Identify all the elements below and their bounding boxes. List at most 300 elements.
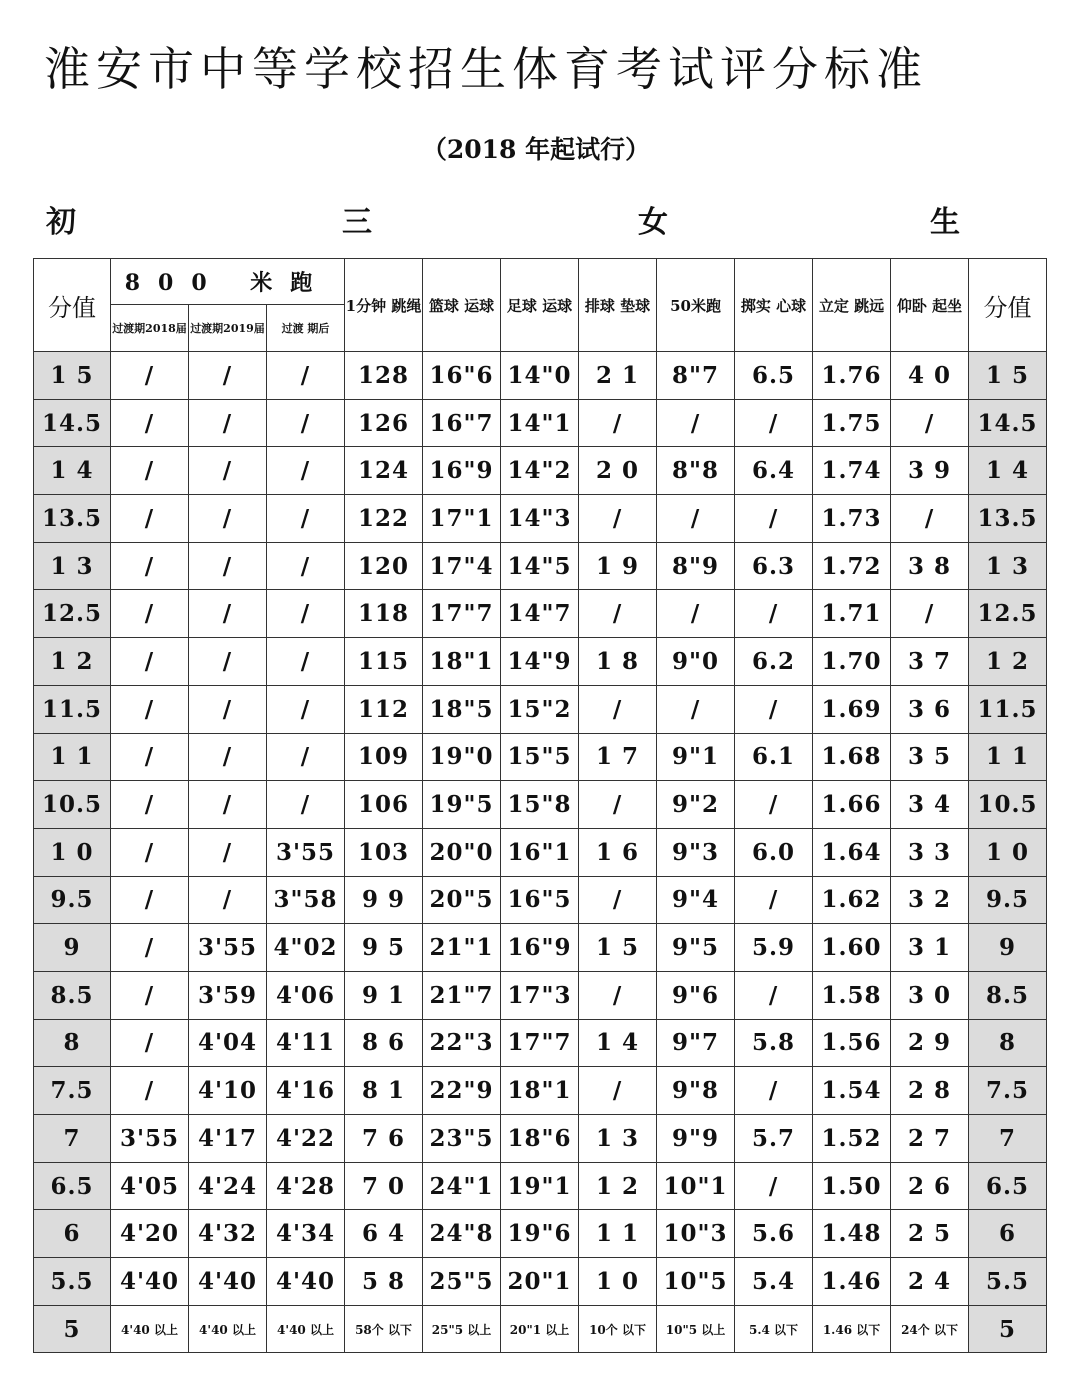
table-cell: / — [111, 1067, 189, 1115]
table-cell: / — [579, 781, 657, 829]
table-cell: / — [267, 590, 345, 638]
table-row — [34, 924, 1047, 972]
table-cell: 4'34 — [267, 1210, 345, 1258]
table-cell: 1.73 — [813, 495, 891, 543]
table-cell: / — [189, 685, 267, 733]
score-cell: 1 2 — [969, 638, 1047, 686]
table-row — [34, 1258, 1047, 1306]
table-cell: 8"7 — [657, 352, 735, 400]
table-cell: / — [657, 685, 735, 733]
table-cell: 10"5 以上 — [657, 1305, 735, 1353]
table-cell: / — [189, 495, 267, 543]
run800-sub-header: 过渡期2019届 — [189, 305, 267, 352]
table-cell: 1 9 — [579, 542, 657, 590]
score-cell: 1 1 — [34, 733, 111, 781]
table-cell: / — [111, 924, 189, 972]
table-cell: / — [111, 971, 189, 1019]
score-table — [33, 258, 1047, 1353]
table-cell: / — [111, 638, 189, 686]
table-cell: 1 5 — [579, 924, 657, 972]
table-cell: / — [735, 399, 813, 447]
table-cell: 1 7 — [579, 733, 657, 781]
group-char: 生 — [930, 205, 960, 240]
table-cell: / — [579, 876, 657, 924]
score-cell: 7 — [34, 1115, 111, 1163]
table-cell: / — [267, 638, 345, 686]
table-body — [34, 352, 1047, 1353]
table-cell: 4'40 以上 — [267, 1305, 345, 1353]
table-cell: 1.58 — [813, 971, 891, 1019]
group-char: 三 — [342, 205, 372, 240]
table-cell: 4'05 — [111, 1162, 189, 1210]
score-cell: 9.5 — [34, 876, 111, 924]
table-cell: 1.54 — [813, 1067, 891, 1115]
run800-header: 800 米跑 — [111, 259, 345, 305]
table-row — [34, 1210, 1047, 1258]
run800-sub-header: 过渡期2018届 — [111, 305, 189, 352]
table-cell: 5 8 — [345, 1258, 423, 1306]
table-cell: 9"2 — [657, 781, 735, 829]
table-cell: 19"1 — [501, 1162, 579, 1210]
table-cell: 25"5 — [423, 1258, 501, 1306]
table-cell: / — [111, 495, 189, 543]
table-cell: / — [735, 1067, 813, 1115]
score-cell: 1 4 — [34, 447, 111, 495]
table-cell: 6.1 — [735, 733, 813, 781]
table-cell: 18"5 — [423, 685, 501, 733]
table-cell: / — [735, 876, 813, 924]
table-cell: 115 — [345, 638, 423, 686]
table-cell: 20"0 — [423, 828, 501, 876]
table-cell: 16"6 — [423, 352, 501, 400]
score-cell: 1 3 — [969, 542, 1047, 590]
score-header-right: 分值 — [969, 259, 1047, 352]
table-cell: 3 6 — [891, 685, 969, 733]
table-cell: 1.50 — [813, 1162, 891, 1210]
table-cell: 16"9 — [501, 924, 579, 972]
table-row — [34, 876, 1047, 924]
table-cell: 4'32 — [189, 1210, 267, 1258]
table-cell: 1.46 以下 — [813, 1305, 891, 1353]
table-cell: 3'55 — [267, 828, 345, 876]
table-cell: 2 9 — [891, 1019, 969, 1067]
table-cell: 2 7 — [891, 1115, 969, 1163]
score-cell: 7 — [969, 1115, 1047, 1163]
score-cell: 7.5 — [34, 1067, 111, 1115]
page-title: 淮安市中等学校招生体育考试评分标准 — [44, 42, 928, 96]
table-cell: 5.7 — [735, 1115, 813, 1163]
table-cell: / — [891, 590, 969, 638]
group-char: 初 — [46, 205, 76, 240]
table-cell: / — [111, 685, 189, 733]
table-cell: 5.4 以下 — [735, 1305, 813, 1353]
table-cell: 1.70 — [813, 638, 891, 686]
table-cell: 24个 以下 — [891, 1305, 969, 1353]
table-cell: 109 — [345, 733, 423, 781]
table-cell: 3 3 — [891, 828, 969, 876]
table-cell: 6.4 — [735, 447, 813, 495]
table-cell: 9"1 — [657, 733, 735, 781]
table-cell: / — [735, 1162, 813, 1210]
score-cell: 8 — [969, 1019, 1047, 1067]
score-cell: 5.5 — [969, 1258, 1047, 1306]
table-cell: 122 — [345, 495, 423, 543]
table-cell: 9"7 — [657, 1019, 735, 1067]
table-cell: 6.3 — [735, 542, 813, 590]
table-cell: 1 8 — [579, 638, 657, 686]
table-cell: 2 6 — [891, 1162, 969, 1210]
table-cell: 3'55 — [189, 924, 267, 972]
table-cell: 9 1 — [345, 971, 423, 1019]
table-cell: 10个 以下 — [579, 1305, 657, 1353]
table-row — [34, 352, 1047, 400]
table-cell: / — [189, 876, 267, 924]
table-row — [34, 447, 1047, 495]
event-header-football: 足球 运球 — [501, 259, 579, 352]
table-cell: 18"1 — [423, 638, 501, 686]
table-row — [34, 495, 1047, 543]
table-cell: 21"7 — [423, 971, 501, 1019]
table-cell: 9"8 — [657, 1067, 735, 1115]
table-cell: 4'24 — [189, 1162, 267, 1210]
score-cell: 5.5 — [34, 1258, 111, 1306]
table-cell: 2 5 — [891, 1210, 969, 1258]
table-cell: 6.0 — [735, 828, 813, 876]
table-cell: 5.6 — [735, 1210, 813, 1258]
table-cell: 2 8 — [891, 1067, 969, 1115]
event-header-basketball: 篮球 运球 — [423, 259, 501, 352]
table-cell: 20"1 以上 — [501, 1305, 579, 1353]
event-header-situp: 仰卧 起坐 — [891, 259, 969, 352]
table-cell: / — [891, 495, 969, 543]
table-cell: 3 2 — [891, 876, 969, 924]
table-cell: 3 8 — [891, 542, 969, 590]
table-cell: 15"5 — [501, 733, 579, 781]
table-cell: 14"5 — [501, 542, 579, 590]
score-cell: 14.5 — [34, 399, 111, 447]
table-cell: / — [579, 685, 657, 733]
table-cell: 1.76 — [813, 352, 891, 400]
table-cell: 4'40 以上 — [189, 1305, 267, 1353]
score-cell: 6.5 — [34, 1162, 111, 1210]
table-cell: 17"4 — [423, 542, 501, 590]
table-row — [34, 638, 1047, 686]
table-cell: / — [111, 352, 189, 400]
table-row — [34, 1067, 1047, 1115]
table-cell: 6 4 — [345, 1210, 423, 1258]
table-cell: 14"3 — [501, 495, 579, 543]
table-cell: 9"5 — [657, 924, 735, 972]
table-cell: 103 — [345, 828, 423, 876]
table-cell: / — [579, 495, 657, 543]
table-cell: / — [267, 733, 345, 781]
table-cell: 1.64 — [813, 828, 891, 876]
table-cell: 14"1 — [501, 399, 579, 447]
table-cell: 25"5 以上 — [423, 1305, 501, 1353]
table-row — [34, 1162, 1047, 1210]
table-cell: / — [579, 590, 657, 638]
table-cell: 3'55 — [111, 1115, 189, 1163]
table-cell: 9"3 — [657, 828, 735, 876]
score-cell: 12.5 — [34, 590, 111, 638]
table-cell: 9"6 — [657, 971, 735, 1019]
score-cell: 10.5 — [34, 781, 111, 829]
score-cell: 7.5 — [969, 1067, 1047, 1115]
table-cell: 19"0 — [423, 733, 501, 781]
table-cell: 1 4 — [579, 1019, 657, 1067]
table-cell: 16"9 — [423, 447, 501, 495]
table-cell: / — [111, 828, 189, 876]
score-cell: 14.5 — [969, 399, 1047, 447]
table-cell: 124 — [345, 447, 423, 495]
table-row — [34, 685, 1047, 733]
table-cell: 17"1 — [423, 495, 501, 543]
table-cell: 1.72 — [813, 542, 891, 590]
table-row — [34, 971, 1047, 1019]
table-cell: 120 — [345, 542, 423, 590]
table-cell: 4'10 — [189, 1067, 267, 1115]
table-cell: / — [189, 638, 267, 686]
table-cell: 4'16 — [267, 1067, 345, 1115]
run800-sub-header: 过渡 期后 — [267, 305, 345, 352]
table-cell: / — [267, 495, 345, 543]
table-cell: 1.52 — [813, 1115, 891, 1163]
table-cell: 21"1 — [423, 924, 501, 972]
table-cell: / — [189, 828, 267, 876]
table-cell: 20"5 — [423, 876, 501, 924]
table-cell: 4'22 — [267, 1115, 345, 1163]
table-cell: / — [891, 399, 969, 447]
table-cell: / — [267, 447, 345, 495]
table-cell: 10"3 — [657, 1210, 735, 1258]
table-cell: 19"6 — [501, 1210, 579, 1258]
table-row — [34, 1115, 1047, 1163]
table-cell: 1.46 — [813, 1258, 891, 1306]
table-cell: / — [735, 590, 813, 638]
table-cell: 1.66 — [813, 781, 891, 829]
table-cell: / — [267, 352, 345, 400]
table-cell: 22"3 — [423, 1019, 501, 1067]
score-cell: 1 4 — [969, 447, 1047, 495]
event-header-rope: 1分钟 跳绳 — [345, 259, 423, 352]
table-cell: 1.69 — [813, 685, 891, 733]
table-cell: 16"7 — [423, 399, 501, 447]
table-cell: 3 0 — [891, 971, 969, 1019]
table-cell: 118 — [345, 590, 423, 638]
table-cell: 1 0 — [579, 1258, 657, 1306]
table-cell: / — [111, 733, 189, 781]
score-cell: 8.5 — [34, 971, 111, 1019]
table-cell: / — [111, 590, 189, 638]
table-cell: 8 6 — [345, 1019, 423, 1067]
table-cell: 10"1 — [657, 1162, 735, 1210]
table-cell: 24"1 — [423, 1162, 501, 1210]
table-cell: 2 4 — [891, 1258, 969, 1306]
table-cell: 10"5 — [657, 1258, 735, 1306]
score-cell: 9 — [969, 924, 1047, 972]
group-char: 女 — [638, 205, 668, 240]
table-cell: 1.74 — [813, 447, 891, 495]
score-cell: 10.5 — [969, 781, 1047, 829]
table-cell: 8 1 — [345, 1067, 423, 1115]
score-cell: 1 2 — [34, 638, 111, 686]
table-cell: / — [735, 781, 813, 829]
table-cell: 4'06 — [267, 971, 345, 1019]
table-cell: 3 9 — [891, 447, 969, 495]
table-cell: 3'59 — [189, 971, 267, 1019]
table-cell: 3 7 — [891, 638, 969, 686]
score-cell: 12.5 — [969, 590, 1047, 638]
table-cell: 126 — [345, 399, 423, 447]
table-cell: 112 — [345, 685, 423, 733]
table-row — [34, 828, 1047, 876]
table-cell: 106 — [345, 781, 423, 829]
table-cell: 1 6 — [579, 828, 657, 876]
table-cell: 5.9 — [735, 924, 813, 972]
table-cell: / — [189, 447, 267, 495]
table-cell: 128 — [345, 352, 423, 400]
table-cell: 16"5 — [501, 876, 579, 924]
table-cell: 16"1 — [501, 828, 579, 876]
score-header: 分值 — [34, 259, 111, 352]
table-cell: 1.75 — [813, 399, 891, 447]
table-cell: / — [267, 685, 345, 733]
table-cell: 3 5 — [891, 733, 969, 781]
event-header-50m: 50米跑 — [657, 259, 735, 352]
table-cell: 1.60 — [813, 924, 891, 972]
table-cell: 5.8 — [735, 1019, 813, 1067]
table-cell: 3"58 — [267, 876, 345, 924]
table-cell: 18"1 — [501, 1067, 579, 1115]
table-cell: 4'40 — [267, 1258, 345, 1306]
table-cell: / — [189, 781, 267, 829]
table-cell: 4'17 — [189, 1115, 267, 1163]
score-cell: 1 1 — [969, 733, 1047, 781]
table-cell: 9"9 — [657, 1115, 735, 1163]
table-cell: 17"7 — [501, 1019, 579, 1067]
score-cell: 9.5 — [969, 876, 1047, 924]
table-cell: 4 0 — [891, 352, 969, 400]
table-cell: / — [111, 1019, 189, 1067]
table-cell: 14"7 — [501, 590, 579, 638]
table-cell: / — [267, 399, 345, 447]
table-cell: / — [189, 590, 267, 638]
score-cell: 5 — [34, 1305, 111, 1353]
table-cell: 3 1 — [891, 924, 969, 972]
score-cell: 6.5 — [969, 1162, 1047, 1210]
table-cell: / — [111, 447, 189, 495]
table-cell: / — [111, 781, 189, 829]
table-row — [34, 399, 1047, 447]
table-cell: 19"5 — [423, 781, 501, 829]
table-cell: 2 1 — [579, 352, 657, 400]
table-cell: / — [657, 590, 735, 638]
subtitle: （2018 年起试行） — [421, 135, 651, 164]
table-cell: 4'11 — [267, 1019, 345, 1067]
table-cell: 1 1 — [579, 1210, 657, 1258]
table-cell: 4'04 — [189, 1019, 267, 1067]
table-cell: 14"9 — [501, 638, 579, 686]
table-cell: 58个 以下 — [345, 1305, 423, 1353]
score-cell: 5 — [969, 1305, 1047, 1353]
table-row — [34, 1019, 1047, 1067]
table-cell: 7 6 — [345, 1115, 423, 1163]
table-cell: 24"8 — [423, 1210, 501, 1258]
table-cell: / — [189, 399, 267, 447]
score-cell: 1 0 — [34, 828, 111, 876]
table-cell: 1.71 — [813, 590, 891, 638]
table-cell: 1.62 — [813, 876, 891, 924]
table-cell: 9"4 — [657, 876, 735, 924]
table-cell: / — [189, 542, 267, 590]
table-cell: / — [189, 733, 267, 781]
table-row — [34, 733, 1047, 781]
table-cell: 15"8 — [501, 781, 579, 829]
score-cell: 13.5 — [34, 495, 111, 543]
table-cell: / — [111, 876, 189, 924]
table-cell: 4'28 — [267, 1162, 345, 1210]
table-row — [34, 781, 1047, 829]
table-cell: / — [267, 781, 345, 829]
table-cell: 1 3 — [579, 1115, 657, 1163]
table-cell: 7 0 — [345, 1162, 423, 1210]
table-cell: 6.5 — [735, 352, 813, 400]
table-cell: 9 9 — [345, 876, 423, 924]
table-cell: / — [735, 495, 813, 543]
table-cell: 8"9 — [657, 542, 735, 590]
score-cell: 1 3 — [34, 542, 111, 590]
table-cell: 1.68 — [813, 733, 891, 781]
score-cell: 9 — [34, 924, 111, 972]
score-cell: 13.5 — [969, 495, 1047, 543]
table-cell: 4'20 — [111, 1210, 189, 1258]
table-cell: / — [267, 542, 345, 590]
table-cell: 1.56 — [813, 1019, 891, 1067]
table-cell: / — [111, 542, 189, 590]
score-cell: 6 — [34, 1210, 111, 1258]
table-cell: 1 2 — [579, 1162, 657, 1210]
score-cell: 1 5 — [34, 352, 111, 400]
table-cell: / — [735, 685, 813, 733]
score-cell: 6 — [969, 1210, 1047, 1258]
table-cell: 14"2 — [501, 447, 579, 495]
table-cell: / — [579, 399, 657, 447]
table-cell: 18"6 — [501, 1115, 579, 1163]
table-cell: 1.48 — [813, 1210, 891, 1258]
table-cell: / — [657, 495, 735, 543]
table-cell: 3 4 — [891, 781, 969, 829]
table-cell: 5.4 — [735, 1258, 813, 1306]
event-header-medicine-ball: 掷实 心球 — [735, 259, 813, 352]
score-cell: 11.5 — [969, 685, 1047, 733]
table-cell: 23"5 — [423, 1115, 501, 1163]
table-cell: 22"9 — [423, 1067, 501, 1115]
score-cell: 8 — [34, 1019, 111, 1067]
table-cell: 4'40 — [111, 1258, 189, 1306]
event-header-volleyball: 排球 垫球 — [579, 259, 657, 352]
table-cell: / — [111, 399, 189, 447]
table-cell: 8"8 — [657, 447, 735, 495]
table-cell: 2 0 — [579, 447, 657, 495]
group-label — [34, 200, 1046, 246]
table-cell: 9"0 — [657, 638, 735, 686]
table-cell: 4'40 — [189, 1258, 267, 1306]
table-row — [34, 590, 1047, 638]
score-cell: 1 5 — [969, 352, 1047, 400]
table-cell: 6.2 — [735, 638, 813, 686]
table-cell: / — [579, 1067, 657, 1115]
event-header-long-jump: 立定 跳远 — [813, 259, 891, 352]
